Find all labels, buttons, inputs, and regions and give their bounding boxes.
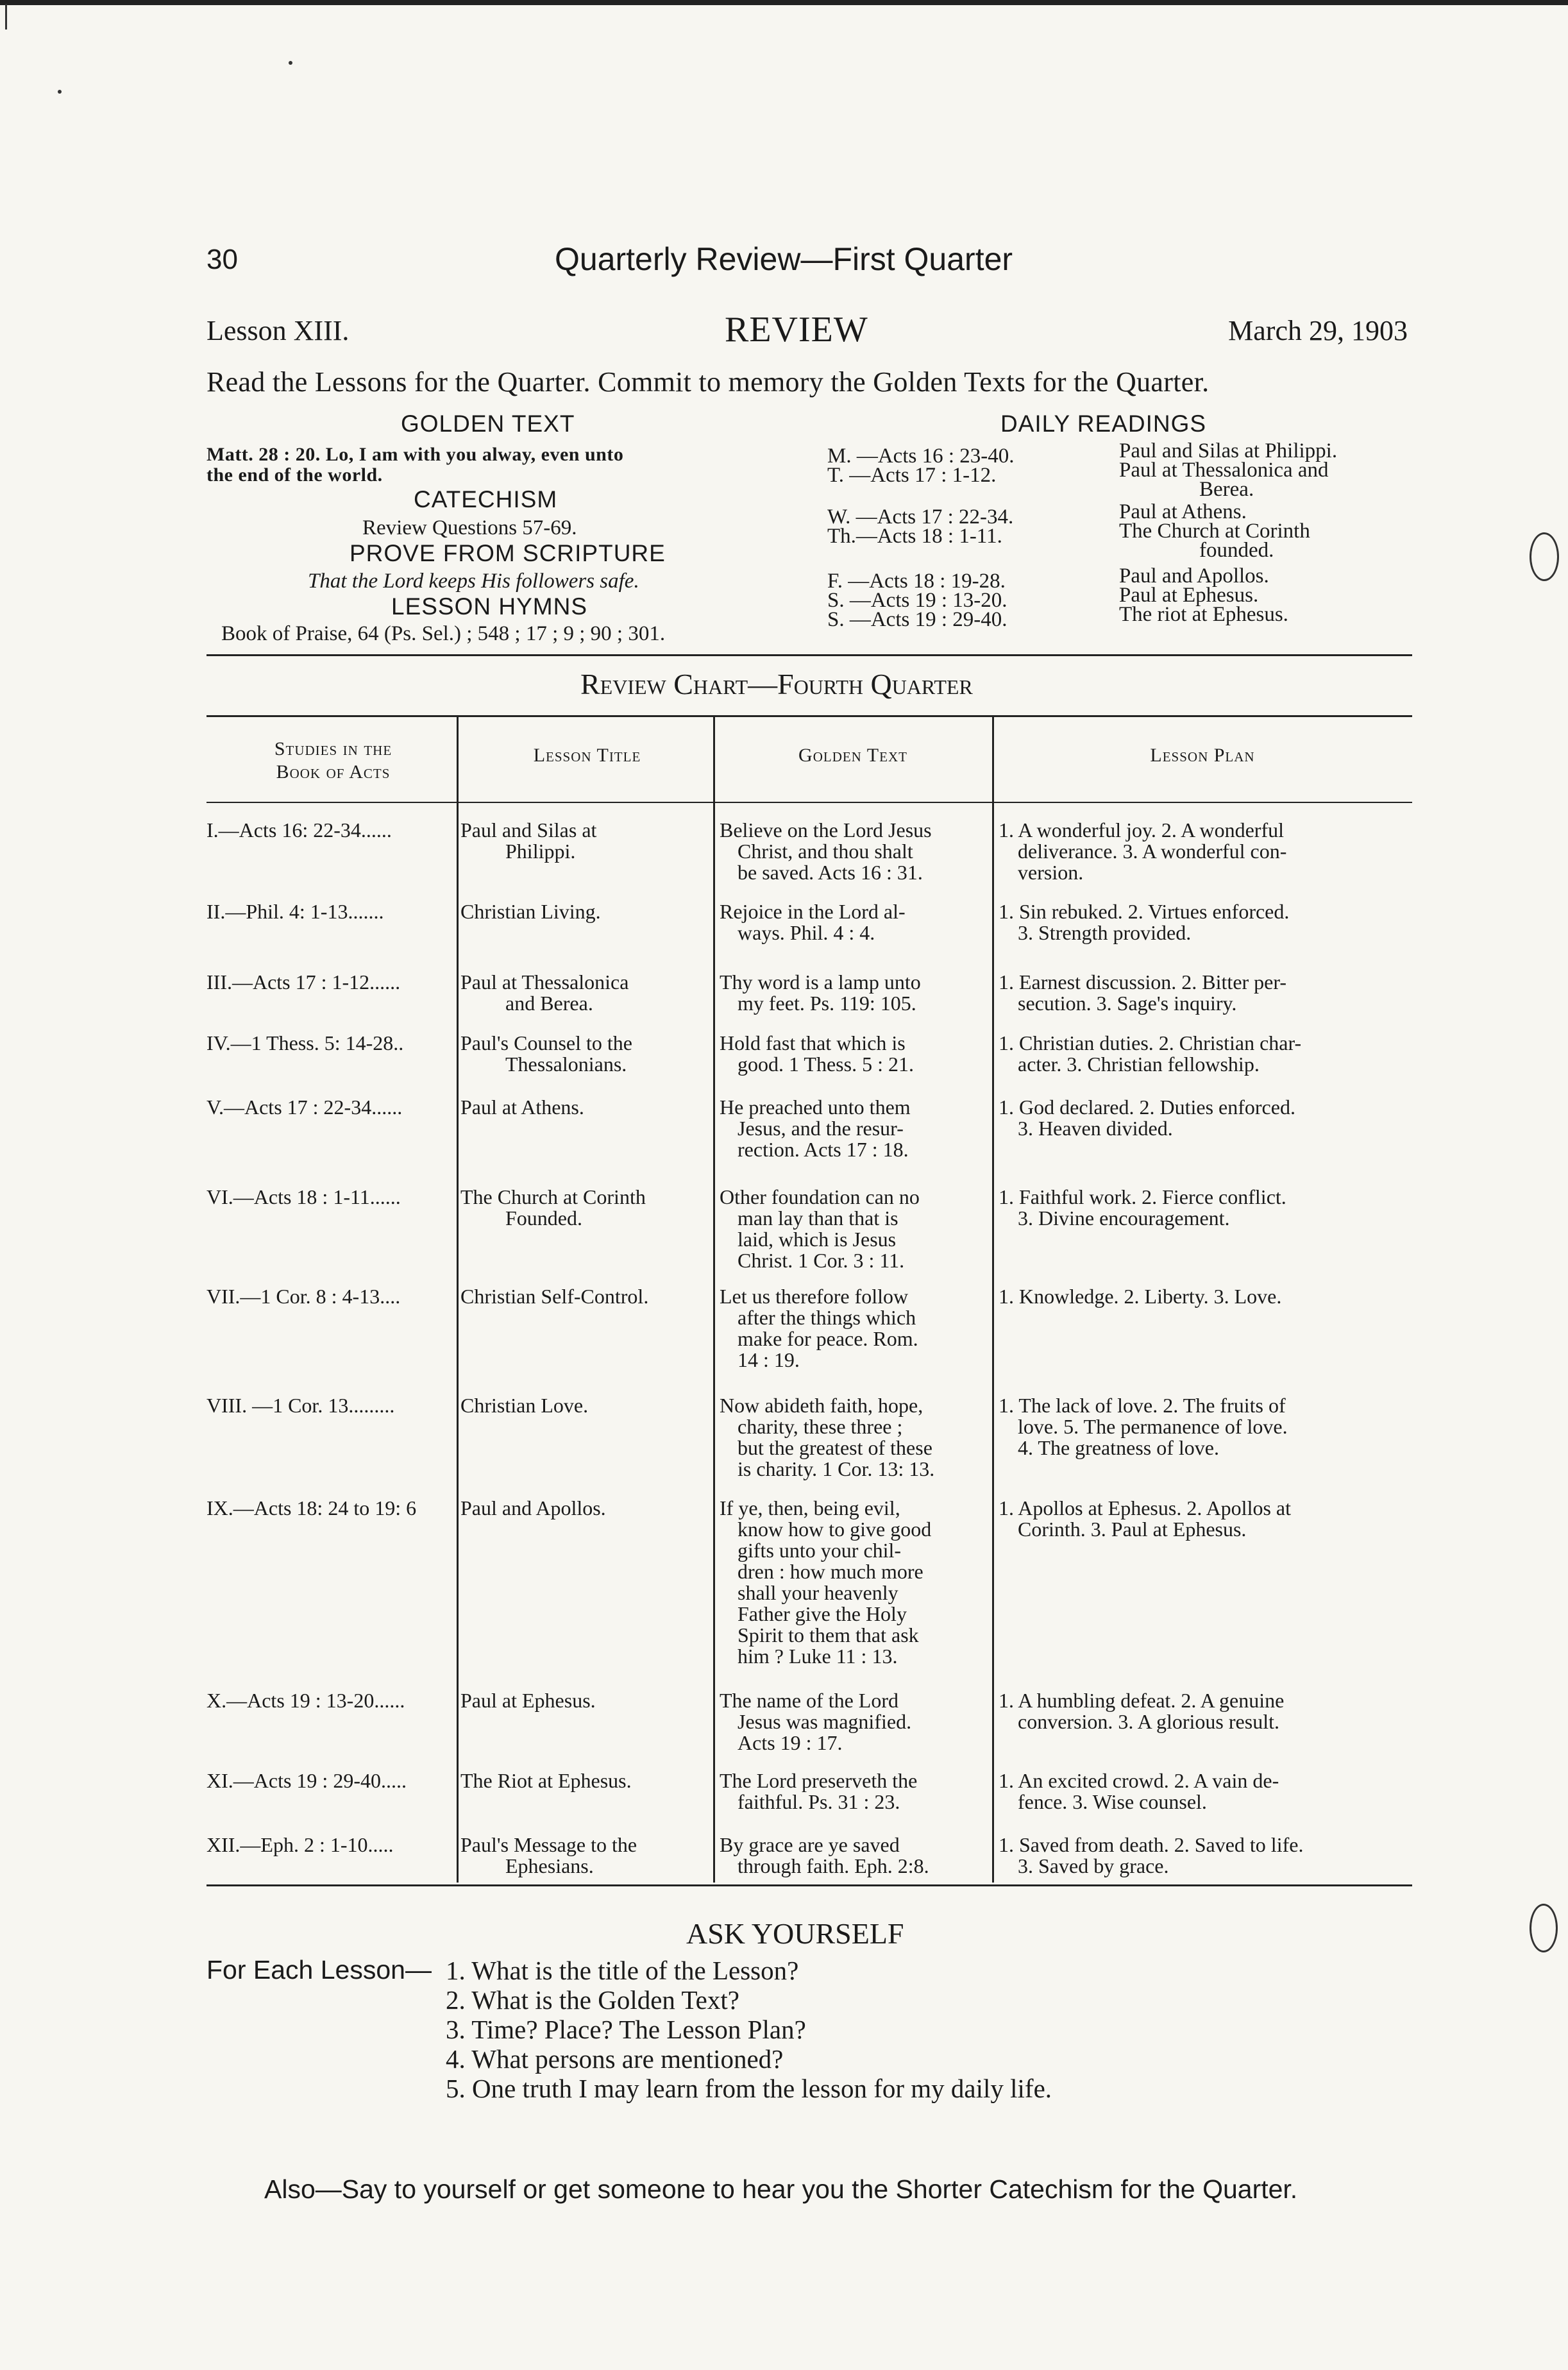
speck (289, 61, 292, 65)
table-bottom-rule (207, 1884, 1412, 1886)
catechism-heading: CATECHISM (414, 486, 558, 512)
ask-yourself-title: ASK YOURSELF (686, 1917, 904, 1950)
golden-text-line: but the greatest of these (738, 1436, 932, 1459)
golden-text (720, 1834, 990, 1877)
golden-text-line: him ? Luke 11 : 13. (738, 1645, 898, 1668)
golden-text-line: Acts 19 : 17. (738, 1731, 843, 1754)
lesson-plan (999, 901, 1428, 944)
daily-reading-topic: Berea. (1199, 478, 1254, 501)
lesson-title-line: Paul and Apollos. (460, 1496, 606, 1519)
lesson-plan (999, 972, 1428, 1014)
lesson-plan-line: acter. 3. Christian fellowship. (1018, 1053, 1260, 1076)
lesson-title-line: Paul at Athens. (460, 1096, 584, 1119)
golden-text-line: rection. Acts 17 : 18. (738, 1138, 909, 1161)
lesson-title-line: and Berea. (505, 992, 593, 1015)
lesson-title (460, 1187, 712, 1229)
lesson-title-line: Founded. (505, 1206, 582, 1230)
golden-text-line: know how to give good (738, 1518, 932, 1541)
daily-reading-topic: founded. (1199, 539, 1274, 562)
golden-text-line: Thy word is a lamp unto (720, 970, 921, 994)
golden-text (720, 1690, 990, 1754)
column-divider (713, 715, 715, 1883)
study-reference: VI.—Acts 18 : 1-11...... (207, 1185, 401, 1208)
lesson-plan-line: 3. Divine encouragement. (1018, 1206, 1230, 1230)
header-studies-line2: Book of Acts (276, 761, 391, 783)
golden-text-line: through faith. Eph. 2:8. (738, 1854, 929, 1877)
daily-reading-topic: Paul at Ephesus. (1119, 584, 1259, 607)
daily-reading-ref: W. —Acts 17 : 22-34. (827, 505, 1014, 529)
lesson-title (460, 1033, 712, 1075)
lesson-plan (999, 1097, 1428, 1139)
lesson-title-line: Paul's Counsel to the (460, 1031, 632, 1054)
lesson-title (460, 820, 712, 862)
golden-text-line: good. 1 Thess. 5 : 21. (738, 1053, 914, 1076)
study-reference: XI.—Acts 19 : 29-40..... (207, 1769, 407, 1792)
golden-text-line: If ye, then, being evil, (720, 1496, 900, 1519)
lesson-plan (999, 1498, 1428, 1540)
golden-text (720, 1498, 990, 1667)
daily-readings-heading: DAILY READINGS (1000, 411, 1207, 437)
hymns-heading: LESSON HYMNS (391, 593, 588, 620)
golden-text-line: Jesus was magnified. (738, 1710, 912, 1733)
lesson-plan-line: 1. Sin rebuked. 2. Virtues enforced. (999, 900, 1290, 923)
study-reference: X.—Acts 19 : 13-20...... (207, 1689, 405, 1712)
lesson-title-line: Paul's Message to the (460, 1833, 637, 1856)
golden-text-line: Let us therefore follow (720, 1285, 909, 1308)
ask-item: 5. One truth I may learn from the lesson for my daily life. (446, 2074, 1052, 2103)
golden-text-line: 14 : 19. (738, 1348, 800, 1371)
lesson-plan-line: secution. 3. Sage's inquiry. (1018, 992, 1237, 1015)
golden-text-line: laid, which is Jesus (738, 1228, 897, 1251)
daily-reading-topic: The riot at Ephesus. (1119, 603, 1288, 626)
prove-text: That the Lord keeps His followers safe. (308, 570, 639, 593)
lesson-plan-line: 3. Heaven divided. (1018, 1117, 1173, 1140)
golden-text (720, 1770, 990, 1813)
page-number: 30 (207, 244, 238, 275)
golden-text-line: man lay than that is (738, 1206, 898, 1230)
running-title: Quarterly Review—First Quarter (555, 241, 1013, 277)
golden-text-line: my feet. Ps. 119: 105. (738, 992, 916, 1015)
header-lesson-title: Lesson Title (533, 745, 641, 766)
lesson-title (460, 1770, 712, 1791)
lesson-title (460, 1097, 712, 1118)
table-header-rule (207, 802, 1412, 803)
lesson-plan-line: 1. The lack of love. 2. The fruits of (999, 1394, 1286, 1417)
golden-text-line: be saved. Acts 16 : 31. (738, 861, 923, 884)
header-studies (207, 738, 460, 784)
header-golden-text: Golden Text (798, 745, 907, 766)
lesson-title (460, 972, 712, 1014)
study-reference: VII.—1 Cor. 8 : 4-13.... (207, 1285, 401, 1308)
instructions: Read the Lessons for the Quarter. Commit to memory the Golden Texts for the Quarter. (207, 366, 1210, 398)
lesson-title-line: Paul and Silas at (460, 818, 597, 842)
lesson-plan-line: Corinth. 3. Paul at Ephesus. (1018, 1518, 1247, 1541)
chart-title (580, 667, 973, 701)
daily-reading-ref: S. —Acts 19 : 29-40. (827, 608, 1007, 631)
lesson-plan (999, 1770, 1428, 1813)
lesson-plan-line: deliverance. 3. A wonderful con- (1018, 840, 1287, 863)
lesson-plan-line: 4. The greatness of love. (1018, 1436, 1219, 1459)
study-reference: III.—Acts 17 : 1-12...... (207, 970, 401, 994)
catechism-text: Review Questions 57-69. (362, 516, 577, 539)
golden-text-line: faithful. Ps. 31 : 23. (738, 1790, 900, 1813)
golden-text-line: Hold fast that which is (720, 1031, 906, 1054)
lesson-plan (999, 1286, 1428, 1307)
ask-item: 2. What is the Golden Text? (446, 1985, 739, 2015)
lesson-title-line: Ephesians. (505, 1854, 594, 1877)
lesson-plan (999, 1033, 1428, 1075)
lesson-plan-line: conversion. 3. A glorious result. (1018, 1710, 1279, 1733)
golden-text (720, 1395, 990, 1480)
lesson-plan-line: 1. Saved from death. 2. Saved to life. (999, 1833, 1304, 1856)
golden-text-line: Matt. 28 : 20. Lo, I am with you alway, even unto (207, 444, 624, 465)
lesson-plan-line: 1. Apollos at Ephesus. 2. Apollos at (999, 1496, 1291, 1519)
header-studies-line1: Studies in the (274, 738, 392, 759)
golden-text-line: ways. Phil. 4 : 4. (738, 921, 875, 944)
golden-text (720, 1187, 990, 1271)
daily-reading-ref: F. —Acts 18 : 19-28. (827, 570, 1006, 593)
lesson-title-line: Paul at Thessalonica (460, 970, 629, 994)
lesson-title (460, 1286, 712, 1307)
study-reference: VIII. —1 Cor. 13......... (207, 1394, 395, 1417)
golden-text (720, 901, 990, 944)
lesson-title-line: Christian Self-Control. (460, 1285, 649, 1308)
study-reference: II.—Phil. 4: 1-13....... (207, 900, 384, 923)
ask-item: 1. What is the title of the Lesson? (446, 1956, 799, 1985)
lesson-plan-line: love. 5. The permanence of love. (1018, 1415, 1288, 1438)
chart-title-text: Review Chart—Fourth Quarter (580, 668, 973, 700)
lesson-title (460, 1498, 712, 1519)
study-reference: V.—Acts 17 : 22-34...... (207, 1096, 403, 1119)
golden-text-line: Other foundation can no (720, 1185, 920, 1208)
study-reference: IV.—1 Thess. 5: 14-28.. (207, 1031, 404, 1054)
lesson-plan (999, 1834, 1428, 1877)
ask-item: 4. What persons are mentioned? (446, 2044, 784, 2074)
golden-text-line: after the things which (738, 1306, 916, 1329)
golden-text-line: the end of the world. (207, 464, 383, 486)
golden-text-line: make for peace. Rom. (738, 1327, 918, 1350)
daily-reading-topic: Paul at Athens. (1119, 500, 1247, 523)
lesson-plan-line: 1. Knowledge. 2. Liberty. 3. Love. (999, 1285, 1282, 1308)
golden-text-line: Christ, and thou shalt (738, 840, 913, 863)
column-divider (992, 715, 994, 1883)
lesson-number: Lesson XIII. (207, 315, 350, 346)
ornament-icon (1530, 532, 1559, 581)
lesson-plan (999, 1187, 1428, 1229)
golden-text-line: gifts unto your chil- (738, 1539, 902, 1562)
lesson-title (460, 1690, 712, 1711)
study-reference: IX.—Acts 18: 24 to 19: 6 (207, 1496, 417, 1519)
lesson-title (460, 1834, 712, 1877)
lesson-plan (999, 1395, 1428, 1459)
golden-text-line: Now abideth faith, hope, (720, 1394, 923, 1417)
lesson-plan-line: 3. Strength provided. (1018, 921, 1192, 944)
lesson-title-line: The Riot at Ephesus. (460, 1769, 632, 1792)
golden-text-line: Rejoice in the Lord al- (720, 900, 906, 923)
daily-reading-topic: Paul and Apollos. (1119, 564, 1269, 588)
page-title: REVIEW (725, 310, 868, 350)
ask-item: 3. Time? Place? The Lesson Plan? (446, 2015, 806, 2044)
golden-text-line: The Lord preserveth the (720, 1769, 918, 1792)
ask-lead: For Each Lesson— (207, 1955, 432, 1985)
golden-text-line: Believe on the Lord Jesus (720, 818, 932, 842)
lesson-title-line: Philippi. (505, 840, 576, 863)
lesson-plan-line: 1. A wonderful joy. 2. A wonderful (999, 818, 1284, 842)
daily-reading-ref: T. —Acts 17 : 1-12. (827, 464, 997, 487)
top-border (0, 0, 1568, 5)
lesson-date: March 29, 1903 (1228, 315, 1408, 346)
lesson-plan-line: 1. A humbling defeat. 2. A genuine (999, 1689, 1285, 1712)
lesson-plan (999, 820, 1428, 883)
lesson-plan-line: 1. God declared. 2. Duties enforced. (999, 1096, 1295, 1119)
margin-mark (5, 4, 7, 30)
lesson-title (460, 1395, 712, 1416)
header-lesson-plan: Lesson Plan (1150, 745, 1255, 766)
daily-reading-ref: Th.—Acts 18 : 1-11. (827, 525, 1002, 548)
golden-text-line: By grace are ye saved (720, 1833, 900, 1856)
study-reference: XII.—Eph. 2 : 1-10..... (207, 1833, 394, 1856)
lesson-title-line: Christian Living. (460, 900, 601, 923)
prove-heading: PROVE FROM SCRIPTURE (350, 540, 666, 566)
golden-text-line: The name of the Lord (720, 1689, 898, 1712)
study-reference: I.—Acts 16: 22-34...... (207, 818, 392, 842)
lesson-title-line: Paul at Ephesus. (460, 1689, 596, 1712)
divider (207, 654, 1412, 656)
lesson-title-line: Thessalonians. (505, 1053, 627, 1076)
hymns-text: Book of Praise, 64 (Ps. Sel.) ; 548 ; 17 ; 9 ; 90 ; 301. (221, 622, 666, 645)
lesson-title-line: Christian Love. (460, 1394, 589, 1417)
table-top-rule (207, 715, 1412, 717)
golden-text-line: dren : how much more (738, 1560, 923, 1583)
golden-text (720, 972, 990, 1014)
daily-reading-topic: The Church at Corinth (1119, 520, 1310, 543)
golden-text (720, 1286, 990, 1371)
lesson-title-line: The Church at Corinth (460, 1185, 646, 1208)
lesson-plan-line: 1. Christian duties. 2. Christian char- (999, 1031, 1302, 1054)
column-divider (457, 715, 459, 1883)
daily-reading-ref: M. —Acts 16 : 23-40. (827, 444, 1015, 468)
lesson-plan-line: 3. Saved by grace. (1018, 1854, 1169, 1877)
golden-text-line: Spirit to them that ask (738, 1623, 919, 1646)
lesson-plan (999, 1690, 1428, 1732)
golden-text-line: charity, these three ; (738, 1415, 903, 1438)
speck (58, 90, 62, 94)
golden-text-line: shall your heavenly (738, 1581, 898, 1604)
ornament-icon (1530, 1904, 1558, 1952)
golden-text-line: is charity. 1 Cor. 13: 13. (738, 1457, 935, 1480)
lesson-plan-line: 1. Faithful work. 2. Fierce conflict. (999, 1185, 1286, 1208)
daily-reading-topic: Paul at Thessalonica and (1119, 459, 1329, 482)
golden-text-heading: GOLDEN TEXT (401, 411, 575, 437)
daily-reading-ref: S. —Acts 19 : 13-20. (827, 589, 1007, 612)
lesson-plan-line: 1. An excited crowd. 2. A vain de- (999, 1769, 1279, 1792)
golden-text (720, 1033, 990, 1075)
lesson-plan-line: version. (1018, 861, 1084, 884)
lesson-plan-line: 1. Earnest discussion. 2. Bitter per- (999, 970, 1287, 994)
ask-also: Also—Say to yourself or get someone to hear you the Shorter Catechism for the Quarter. (264, 2174, 1298, 2204)
golden-text (720, 820, 990, 883)
lesson-title (460, 901, 712, 922)
daily-reading-topic: Paul and Silas at Philippi. (1119, 439, 1338, 462)
lesson-plan-line: fence. 3. Wise counsel. (1018, 1790, 1207, 1813)
golden-text-line: He preached unto them (720, 1096, 911, 1119)
golden-text (720, 1097, 990, 1160)
golden-text-line: Jesus, and the resur- (738, 1117, 904, 1140)
golden-text-line: Christ. 1 Cor. 3 : 11. (738, 1249, 905, 1272)
golden-text-line: Father give the Holy (738, 1602, 907, 1625)
